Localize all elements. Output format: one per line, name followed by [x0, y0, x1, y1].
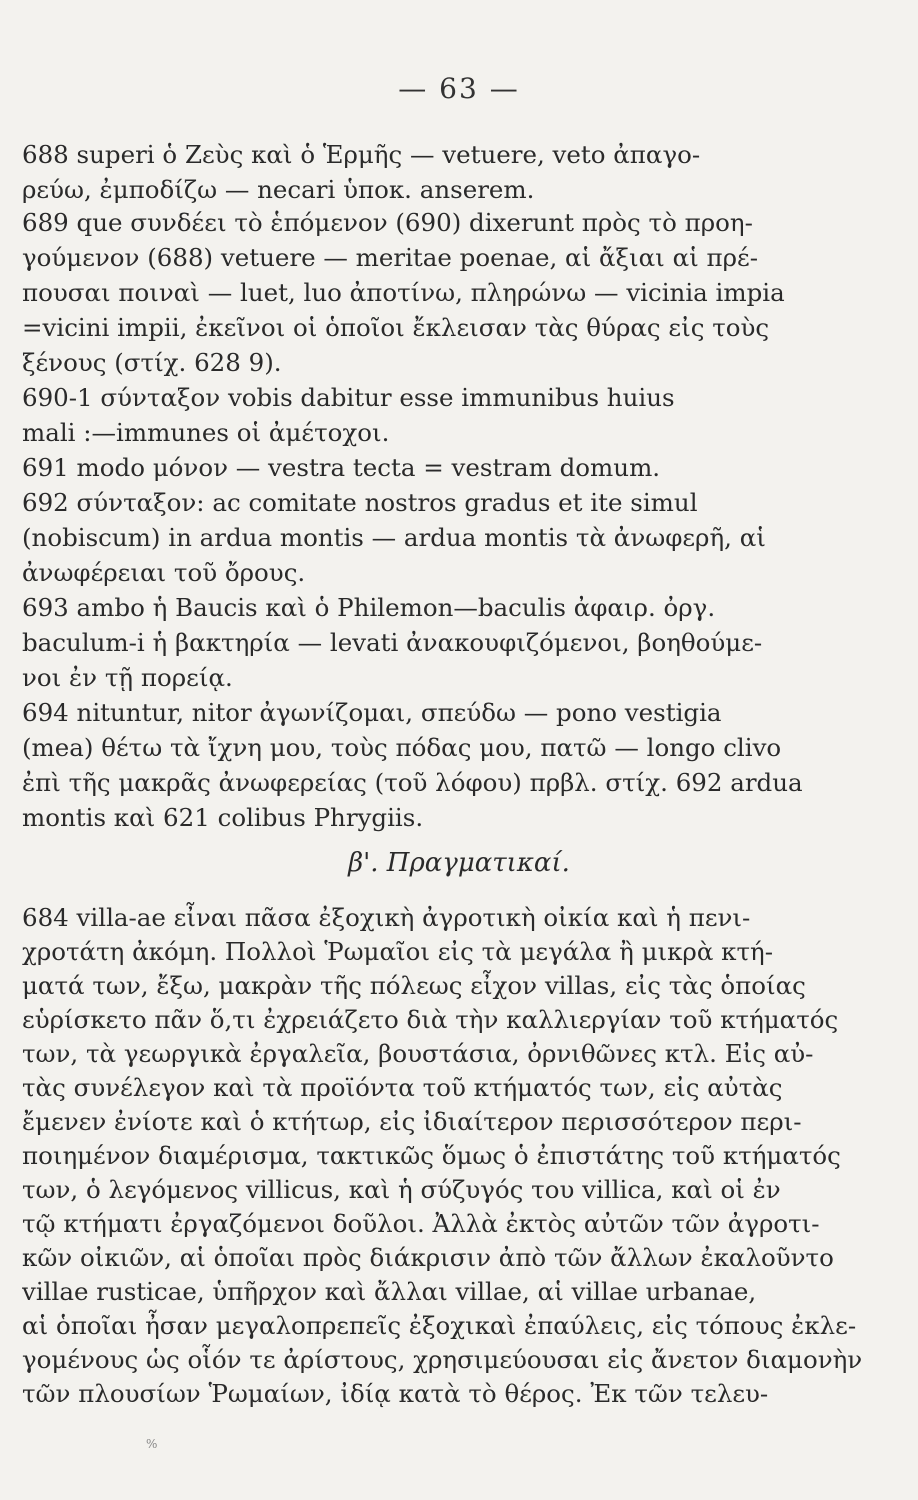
text-line: 692 σύνταξον: ac comitate nostros gradus et ite simul: [22, 488, 698, 517]
text-line: πουσαι ποιναὶ — luet, luo ἀποτίνω, πληρώνω — vicinia impia: [22, 278, 785, 307]
text-line: baculum-i ἡ βακτηρία — levati ἀνακουφιζόμενοι, βοηθούμε-: [22, 628, 763, 657]
page-number: — 63 —: [398, 72, 520, 105]
text-line: ματά των, ἔξω, μακρὰν τῆς πόλεως εἶχον villas, εἰς τὰς ὁποίας: [22, 971, 806, 1000]
text-line: montis καὶ 621 colibus Phrygiis.: [22, 803, 424, 832]
section-heading: β'. Πραγματικαί.: [348, 848, 570, 878]
text-line: τῶν πλουσίων Ῥωμαίων, ἰδίᾳ κατὰ τὸ θέρος. Ἐκ τῶν τελευ-: [22, 1379, 769, 1408]
text-line: mali :—immunes οἱ ἀμέτοχοι.: [22, 418, 390, 447]
text-line: =vicini impii, ἐκεῖνοι οἱ ὁποῖοι ἔκλεισαν τὰς θύρας εἰς τοὺς: [22, 313, 770, 342]
text-line: ἀνωφέρειαι τοῦ ὄρους.: [22, 558, 306, 587]
text-line: ξένους (στίχ. 628 9).: [22, 348, 282, 377]
text-line: 684 villa-ae εἶναι πᾶσα ἐξοχικὴ ἀγροτικὴ οἰκία καὶ ἡ πενι-: [22, 903, 751, 932]
text-line: εὑρίσκετο πᾶν ὅ,τι ἐχρειάζετο διὰ τὴν καλλιεργίαν τοῦ κτήματός: [22, 1005, 839, 1034]
text-line: (mea) θέτω τὰ ἴχνη μου, τοὺς πόδας μου, πατῶ — longo clivo: [22, 733, 782, 762]
text-line: 693 ambo ἡ Baucis καὶ ὁ Philemon—baculis ἀφαιρ. ὀργ.: [22, 593, 716, 622]
text-line: (nobiscum) in ardua montis — ardua montis τὰ ἀνωφερῆ, αἱ: [22, 523, 766, 552]
text-line: ποιημένον διαμέρισμα, τακτικῶς ὅμως ὁ ἐπιστάτης τοῦ κτήματός: [22, 1141, 841, 1170]
footer-mark: %: [146, 1437, 158, 1451]
text-line: 690-1 σύνταξον vobis dabitur esse immunibus huius: [22, 383, 675, 412]
text-line: κῶν οἰκιῶν, αἱ ὁποῖαι πρὸς διάκρισιν ἀπὸ τῶν ἄλλων ἐκαλοῦντο: [22, 1243, 834, 1272]
text-line: 688 superi ὁ Ζεὺς καὶ ὁ Ἑρμῆς — vetuere, veto ἀπαγο-: [22, 140, 701, 169]
text-line: γούμενον (688) vetuere — meritae poenae, αἱ ἄξιαι αἱ πρέ-: [22, 243, 758, 272]
text-line: τὰς συνέλεγον καὶ τὰ προϊόντα τοῦ κτήματός των, εἰς αὐτὰς: [22, 1073, 783, 1102]
text-line: χροτάτη ἀκόμη. Πολλοὶ Ῥωμαῖοι εἰς τὰ μεγάλα ἢ μικρὰ κτή-: [22, 937, 773, 966]
text-line: 694 nituntur, nitor ἀγωνίζομαι, σπεύδω — pono vestigia: [22, 698, 722, 727]
text-line: αἱ ὁποῖαι ἦσαν μεγαλοπρεπεῖς ἐξοχικαὶ ἐπαύλεις, εἰς τόπους ἐκλε-: [22, 1311, 857, 1340]
text-line: ἔμενεν ἐνίοτε καὶ ὁ κτήτωρ, εἰς ἰδιαίτερον περισσότερον περι-: [22, 1107, 802, 1136]
text-line: των, ὁ λεγόμενος villicus, καὶ ἡ σύζυγός του villica, καὶ οἱ ἐν: [22, 1175, 781, 1204]
text-line: νοι ἐν τῇ πορείᾳ.: [22, 663, 233, 692]
text-line: 689 que συνδέει τὸ ἑπόμενον (690) dixerunt πρὸς τὸ προη-: [22, 208, 753, 237]
text-line: 691 modo μόνον — vestra tecta = vestram domum.: [22, 453, 661, 482]
text-line: γομένους ὡς οἷόν τε ἀρίστους, χρησιμεύουσαι εἰς ἄνετον διαμονὴν: [22, 1345, 863, 1374]
text-line: ρεύω, ἐμποδίζω — necari ὑποκ. anserem.: [22, 175, 535, 204]
text-line: villae rusticae, ὑπῆρχον καὶ ἄλλαι villae, αἱ villae urbanae,: [22, 1277, 757, 1306]
text-line: των, τὰ γεωργικὰ ἐργαλεῖα, βουστάσια, ὀρνιθῶνες κτλ. Εἰς αὐ-: [22, 1039, 814, 1068]
text-line: ἐπὶ τῆς μακρᾶς ἀνωφερείας (τοῦ λόφου) πρβλ. στίχ. 692 ardua: [22, 768, 803, 797]
text-line: τῷ κτήματι ἐργαζόμενοι δοῦλοι. Ἀλλὰ ἐκτὸς αὐτῶν τῶν ἀγροτι-: [22, 1209, 820, 1238]
